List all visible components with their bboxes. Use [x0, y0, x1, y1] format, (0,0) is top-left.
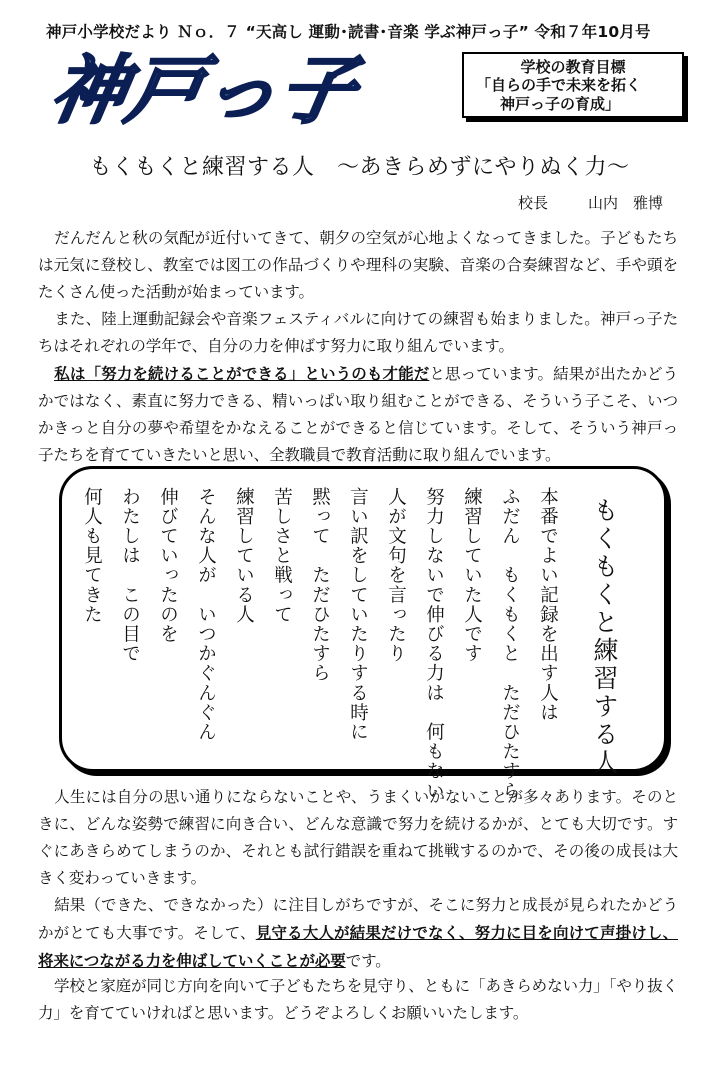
poem-line: ふだん もくもくと ただひたすら: [499, 487, 521, 801]
poem-box: [59, 466, 667, 801]
article-author: [518, 192, 663, 213]
paragraph-6-text: 学校と家庭が同じ方向を向いて子どもたちを見守り、ともに「あきらめない力」「やり抜く力」を育てていければと思います。どうぞよろしくお願いいたします。: [38, 977, 678, 1022]
poem-line: わたしは この目で: [119, 487, 141, 664]
poem-title: もくもくと練習する人: [590, 497, 619, 777]
paragraph-5-end: です。: [345, 952, 391, 970]
logo-text: 神戸っ子: [52, 47, 364, 130]
paragraph-3-emphasis: 私は「努力を続けることができる」というのも才能だ: [54, 364, 430, 383]
paragraph-5-text: 結果（できた、できなかった）に注目しがちですが、そこに努力と成長が見られたかどうかがとても大事です。そして、: [38, 896, 678, 942]
poem-line: 何人も見てきた: [81, 487, 103, 625]
author-role: 校長: [518, 194, 549, 212]
paragraph-5-emphasis: 見守る大人が結果だけでなく、努力に目を向けて声掛けし、将来につながる力を伸ばしていくことが必要: [38, 923, 678, 970]
poem-line: 努力しないで伸びる力は 何もない: [423, 487, 445, 801]
goal-text: [476, 76, 641, 114]
poem-line: 黙って ただひたすら: [309, 487, 331, 683]
paragraph-6: [38, 973, 678, 1027]
paragraph-1-text: だんだんと秋の気配が近付いてきて、朝夕の空気が心地よくなってきました。子どもたちは元気に登校し、教室では図工の作品づくりや理科の実験、音楽の合奏練習など、手や頭をたくさん使った活動が始まっています。: [38, 229, 678, 301]
goal-title: 学校の教育目標: [520, 58, 626, 76]
goal-line-1: 「自らの手で未来を拓く: [476, 76, 642, 94]
poem-line: 人が文句を言ったり: [385, 487, 407, 664]
poem-line: 言い訳をしていたりする時に: [347, 487, 369, 742]
goal-line-2: 神戸っ子の育成」: [500, 95, 621, 113]
paragraph-2-text: また、陸上運動記録会や音楽フェスティバルに向けての練習も始まりました。神戸っ子たちはそれぞれの学年で、自分の力を伸ばす努力に取り組んでいます。: [38, 310, 678, 355]
paragraph-4: [38, 784, 678, 892]
poem-line: 伸びていったのを: [157, 487, 179, 644]
school-goal-box: [462, 52, 684, 118]
paragraph-4-text: 人生には自分の思い通りにならないことや、うまくいかないことが多々あります。そのときに、どんな姿勢で練習に向き合い、どんな意識で努力を続けるかが、とても大切です。すぐにあきらめてしまうのか、それとも試行錯誤を重ねて挑戦するのかで、その後の成長は大きく変わっていきます。: [38, 788, 678, 887]
newsletter-logo: [52, 46, 452, 130]
article-title: もくもくと練習する人 ～あきらめずにやりぬく力～: [89, 155, 630, 180]
poem-line: 練習していた人です: [461, 487, 483, 664]
poem-line: そんな人が いつかぐんぐん: [195, 487, 217, 742]
paragraph-3: [38, 360, 678, 469]
poem-line: 本番でよい記録を出す人は: [537, 487, 559, 723]
paragraph-2: [38, 306, 678, 360]
paragraph-5: [38, 892, 678, 975]
paragraph-1: [38, 225, 678, 306]
poem-line: 練習している人: [233, 487, 255, 625]
author-name: 山内 雅博: [588, 194, 664, 212]
poem-line: 苦しさと戦って: [271, 487, 293, 625]
paragraph-3-text: と思っています。結果が出たかどうかではなく、素直に努力できる、精いっぱい取り組むことができる、そういう子こそ、いつかきっと自分の夢や希望をかなえることができると信じています。そして、そういう神戸っ子たちを育てていきたいと思い、全教職員で教育活動に取り組んでいます。: [38, 365, 678, 464]
newsletter-header: 神戸小学校だより Ｎｏ．７ “天高し 運動･読書･音楽 学ぶ神戸っ子” 令和７年10月号: [46, 23, 651, 41]
